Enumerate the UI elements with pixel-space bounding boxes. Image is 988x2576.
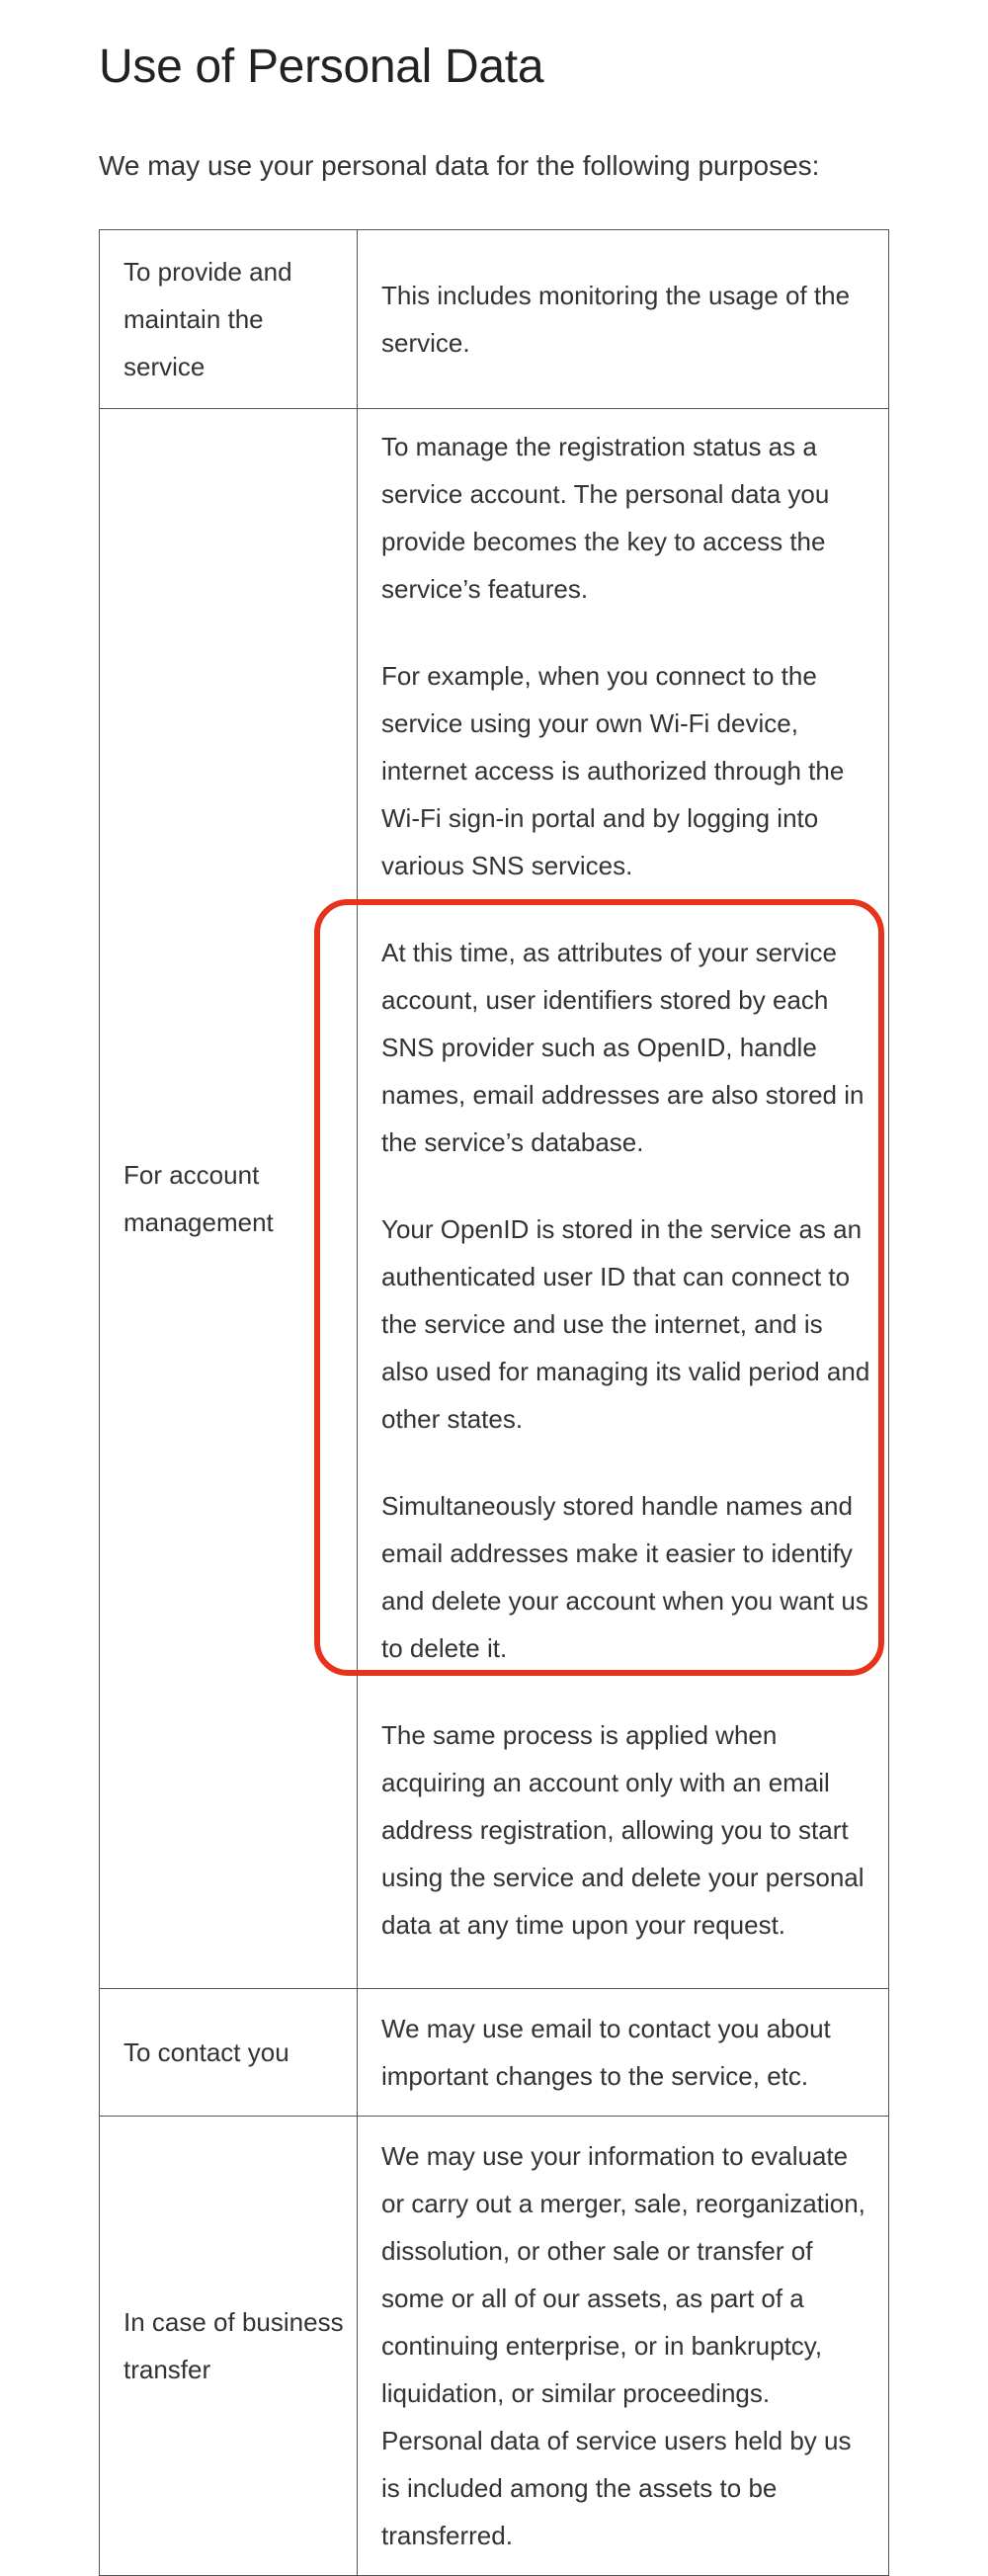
table-row: [100, 2117, 889, 2576]
intro-text: We may use your personal data for the following purposes:: [99, 150, 820, 181]
description-paragraph: To manage the registration status as a service account. The personal data you provide becomes the key to access the service’s features.: [381, 432, 830, 604]
description-paragraph: Simultaneously stored handle names and email addresses make it easier to identify and delete your account when you want us to delete it.: [381, 1491, 868, 1663]
purpose-label: For account management: [100, 409, 358, 1989]
description-paragraph: This includes monitoring the usage of the service.: [381, 281, 851, 358]
table-row: [100, 1989, 889, 2117]
purpose-description: [358, 2117, 889, 2576]
section-title: Use of Personal Data: [99, 41, 544, 93]
description-paragraph: The same process is applied when acquiring an account only with an email address registration, allowing you to start using the service and delete your personal data at any time upon your request.: [381, 1720, 864, 1940]
purpose-label: To provide and maintain the service: [100, 230, 358, 409]
description-paragraph: For example, when you connect to the service using your own Wi-Fi device, internet access is authorized through the Wi-Fi sign-in portal and by logging into various SNS services.: [381, 661, 845, 880]
purpose-label: To contact you: [100, 1989, 358, 2117]
table-row: [100, 409, 889, 1989]
table-row: [100, 230, 889, 409]
description-paragraph: We may use email to contact you about important changes to the service, etc.: [381, 2014, 831, 2091]
purposes-table: [99, 229, 889, 2576]
purpose-label: In case of business transfer: [100, 2117, 358, 2576]
purpose-description: [358, 230, 889, 409]
description-paragraph: At this time, as attributes of your service account, user identifiers stored by each SNS provider such as OpenID, handle names, email addresses are also stored in the service’s database.: [381, 938, 864, 1157]
description-paragraph: Your OpenID is stored in the service as an authenticated user ID that can connect to the service and use the internet, and is also used for managing its valid period and other states.: [381, 1214, 870, 1434]
purpose-description: [358, 409, 889, 1989]
purpose-description: [358, 1989, 889, 2117]
description-paragraph: We may use your information to evaluate or carry out a merger, sale, reorganization, dissolution, or other sale or transfer of some or all of our assets, as part of a continuing enterprise, or in bankruptcy, liquidation, or similar proceedings. Personal data of service users held by us is included among the assets to be transferred.: [381, 2141, 865, 2550]
